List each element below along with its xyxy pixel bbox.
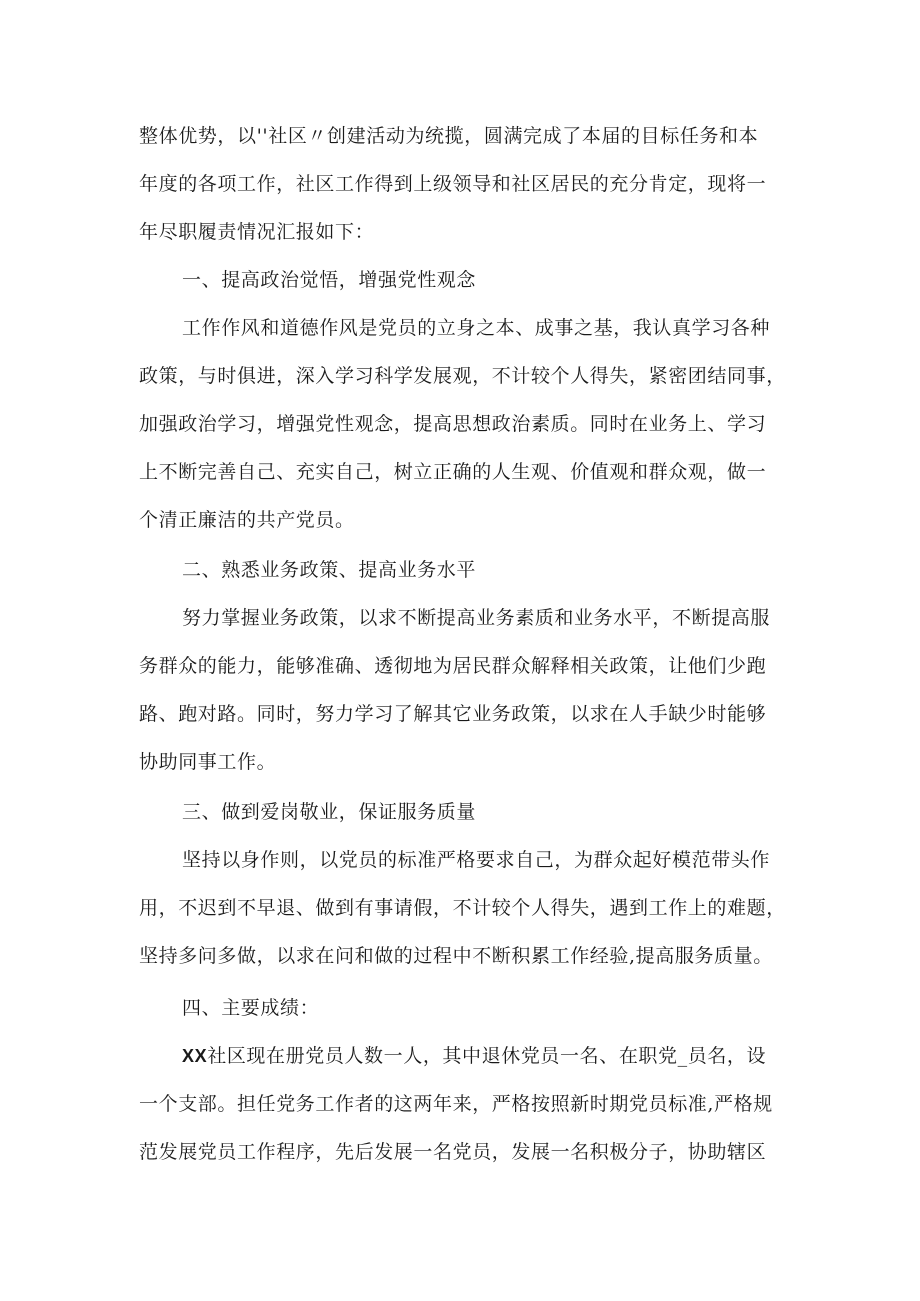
- section1-line-1: 工作作风和道德作风是党员的立身之本、成事之基，我认真学习各种: [182, 317, 771, 339]
- intro-line-2: 年度的各项工作，社区工作得到上级领导和社区居民的充分肯定，现将一: [139, 173, 767, 195]
- section4-heading: 四、主要成绩：: [182, 997, 320, 1019]
- community-placeholder: XX: [182, 1046, 208, 1066]
- section3-line-3: 坚持多问多做，以求在问和做的过程中不断积累工作经验,提高服务质量。: [139, 945, 773, 967]
- section1-line-4: 上不断完善自己、充实自己，树立正确的人生观、价值观和群众观，做一: [139, 461, 767, 483]
- intro-line-1: 整体优势，以''社区〃创建活动为统揽，圆满完成了本届的目标任务和本: [139, 125, 759, 147]
- section4-line-1-text: 社区现在册党员人数一人，其中退休党员一名、在职党_员名，设: [207, 1045, 767, 1067]
- section2-heading: 二、熟悉业务政策、提高业务水平: [182, 559, 477, 581]
- section1-line-3: 加强政治学习，增强党性观念，提高思想政治素质。同时在业务上、学习: [139, 413, 767, 435]
- section1-line-5: 个清正廉洁的共产党员。: [139, 509, 355, 531]
- section3-line-2: 用，不迟到不早退、做到有事请假，不计较个人得失，遇到工作上的难题，: [139, 897, 786, 919]
- section3-line-1: 坚持以身作则，以党员的标准严格要求自己，为群众起好模范带头作: [182, 849, 771, 871]
- section4-line-2: 一个支部。担任党务工作者的这两年来，严格按照新时期党员标准,严格规: [139, 1093, 773, 1115]
- section4-line-3: 范发展党员工作程序，先后发展一名党员，发展一名积极分子，协助辖区: [139, 1141, 767, 1163]
- section3-heading: 三、做到爱岗敬业，保证服务质量: [182, 801, 477, 823]
- section4-line-1: [182, 1044, 766, 1068]
- section2-line-1: 努力掌握业务政策，以求不断提高业务素质和业务水平，不断提高服: [182, 607, 771, 629]
- section1-line-2: 政策，与时俱进，深入学习科学发展观，不计较个人得失，紧密团结同事，: [139, 365, 786, 387]
- section2-line-4: 协助同事工作。: [139, 751, 277, 773]
- section2-line-2: 务群众的能力，能够准确、透彻地为居民群众解释相关政策，让他们少跑: [139, 655, 767, 677]
- intro-line-3: 年尽职履责情况汇报如下：: [139, 221, 375, 243]
- section2-line-3: 路、跑对路。同时，努力学习了解其它业务政策，以求在人手缺少时能够: [139, 703, 767, 725]
- section1-heading: 一、提高政治觉悟，增强党性观念: [182, 269, 477, 291]
